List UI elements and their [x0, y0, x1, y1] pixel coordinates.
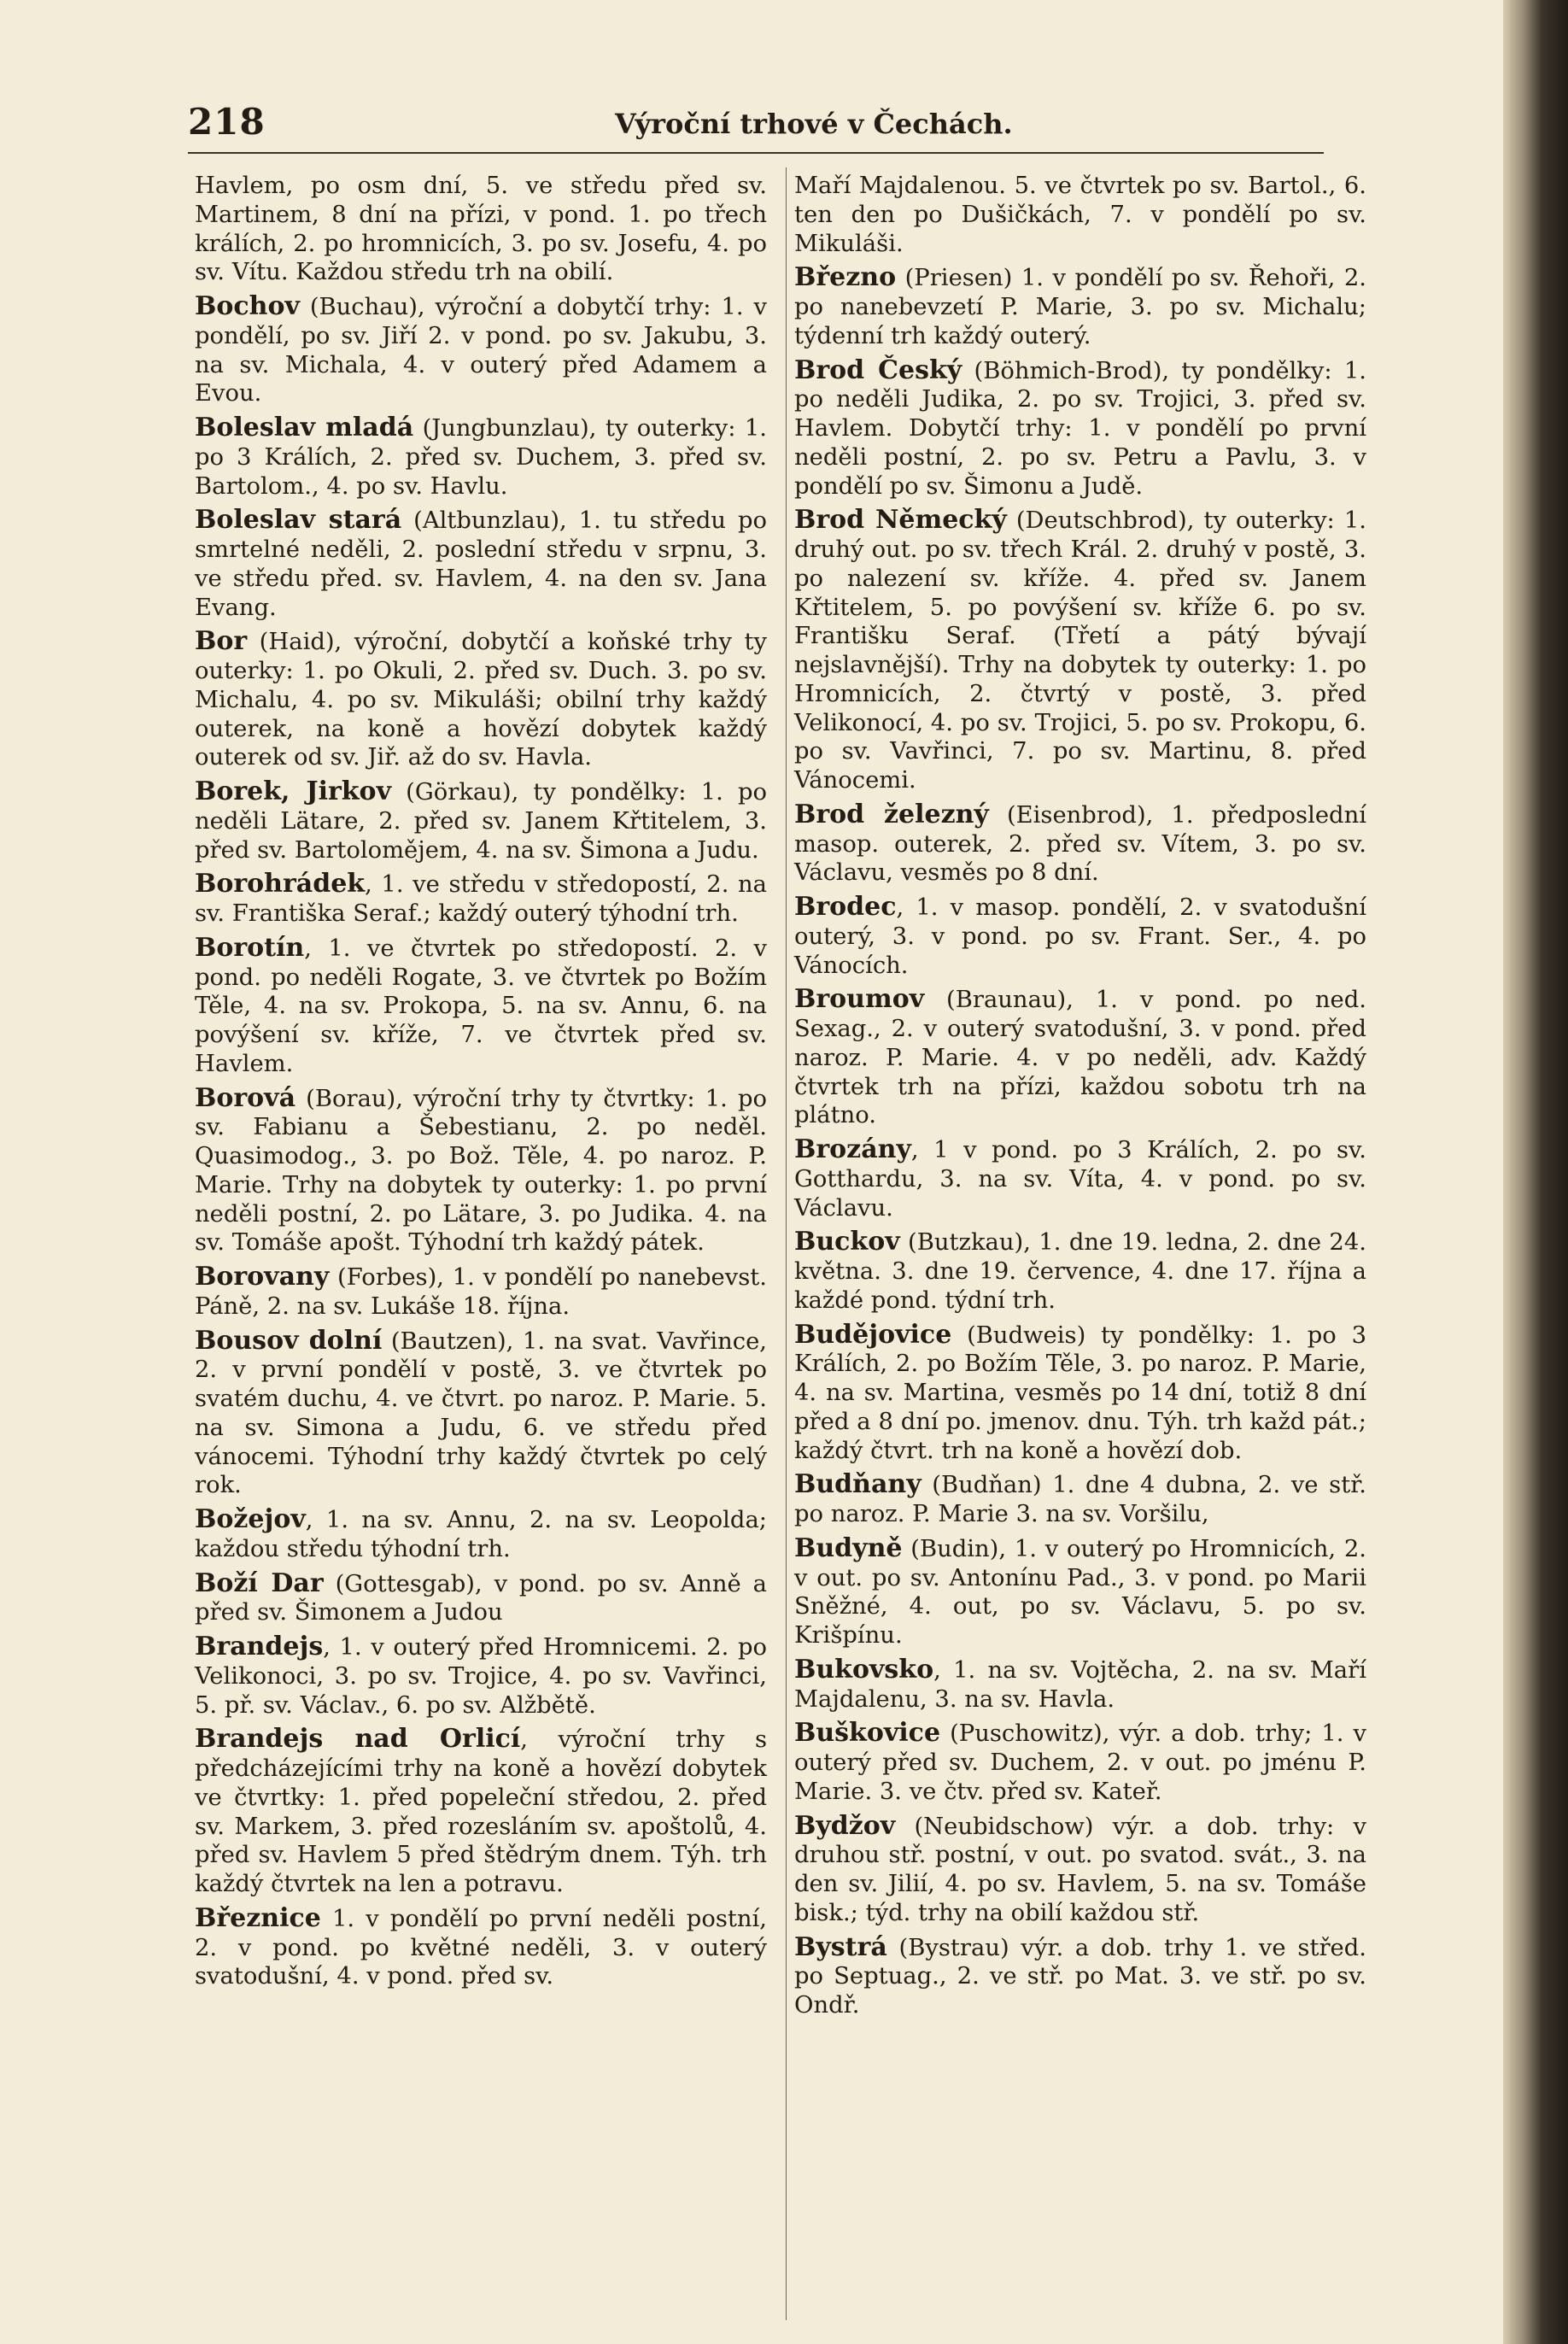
- entry-text: , 1 v pond. po 3 Králích, 2. po sv. Gotthardu, 3. na sv. Víta, 4. v pond. po sv. Václavu.: [794, 1137, 1366, 1222]
- entry-text: (Altbunzlau), 1. tu středu po smrtelné neděli, 2. poslední středu v srpnu, 3. ve středu před. sv. Havlem, 4. na den sv. Jana Evang.: [195, 507, 767, 621]
- entry-text: (Eisenbrod), 1. předposlední masop. outerek, 2. před sv. Vítem, 3. po sv. Václavu, vesměs po 8 dní.: [794, 801, 1366, 887]
- entry: [195, 413, 767, 501]
- entry: [195, 777, 767, 864]
- entry-text: (Görkau), ty pondělky: 1. po neděli Lätare, 2. před sv. Janem Křtitelem, 3. před sv. Bartolomějem, 4. na sv. Šimona a Judu.: [195, 779, 767, 864]
- entry-headword: Budyně: [794, 1532, 903, 1563]
- entry-text: (Gottesgab), v pond. po sv. Anně a před sv. Šimonem a Judou: [195, 1570, 767, 1626]
- entry: [794, 263, 1366, 350]
- entry-headword: Buškovice: [794, 1718, 941, 1749]
- entry-text: (Bautzen), 1. na svat. Vavřince, 2. v první pondělí v postě, 3. ve čtvrtek po svatém duchu, 4. ve čtvrt. po naroz. P. Marie. 5. na sv. Simona a Judu, 6. ve středu před vánocemi. Týhodní trhy každý čtvrtek po celý rok.: [195, 1327, 768, 1499]
- entry-text: , výroční trhy s předcházejícími trhy na koně a hovězí dobytek ve čtvrtky: 1. před popeleční středou, 2. před sv. Markem, 3. před rozesláním sv. apoštolů, 4. před sv. Havlem 5 před štědrým dnem. Týh. trh každý čtvrtek na len a potravu.: [195, 1726, 768, 1897]
- entry-text: , 1. ve čtvrtek po středopostí. 2. v pond. po neděli Rogate, 3. ve čtvrtek po Božím Těle, 4. na sv. Prokopa, 5. na sv. Annu, 6. na povýšení sv. kříže, 7. ve čtvrtek před sv. Havlem.: [195, 935, 767, 1077]
- entry-headword: Bochov: [195, 291, 300, 321]
- entry: [794, 1470, 1366, 1529]
- entry-text: (Budweis) ty pondělky: 1. po 3 Králích, 2. po Božím Těle, 3. po naroz. P. Marie, 4. na sv. Martina, vesměs po 14 dní, totiž 8 dní před a 8 dní po. jmenov. dnu. Týh. trh každ pát.; každý čtvrt. trh na koně a hovězí dob.: [794, 1321, 1366, 1464]
- entry-headword: Brod Český: [794, 355, 962, 385]
- entry-headword: Buckov: [794, 1227, 900, 1257]
- entry: [794, 985, 1366, 1130]
- page-number: 218: [188, 101, 266, 143]
- entry-headword: Bystrá: [794, 1931, 887, 1962]
- entry-text: (Budin), 1. v outerý po Hromnicích, 2. v out. po sv. Antonínu Pad., 3. v pond. po Marii Sněžné, 4. out, po sv. Václavu, 5. po sv. Krišpínu.: [794, 1535, 1366, 1649]
- entry-headword: Borek, Jirkov: [195, 776, 392, 806]
- entry: [794, 171, 1366, 258]
- entry-headword: Brandejs: [195, 1632, 324, 1661]
- entry-text: (Bystrau) výr. a dob. trhy 1. ve střed. po Septuag., 2. ve stř. po Mat. 3. ve stř. po sv. Ondř.: [794, 1934, 1366, 2019]
- header-rule: [188, 152, 1324, 154]
- entry: [195, 1632, 767, 1720]
- entry-headword: Březnice: [195, 1902, 321, 1933]
- entry-headword: Božejov: [195, 1504, 306, 1534]
- entry: [794, 1812, 1366, 1928]
- entry-headword: Budějovice: [794, 1319, 952, 1350]
- entry-headword: Borová: [195, 1082, 296, 1113]
- entry-text: (Borau), výroční trhy ty čtvrtky: 1. po sv. Fabianu a Šebestianu, 2. po neděl. Quasimodog., 3. po Bož. Těle, 4. po naroz. P. Marie. Trhy na dobytek ty outerky: 1. po první neděli postní, 2. po Lätare, 3. po Judika. 4. na sv. Tomáše apošt. Týhodní trh každý pátek.: [195, 1085, 767, 1257]
- entry-headword: Brandejs nad Orlicí: [195, 1724, 521, 1755]
- entry: [195, 171, 767, 287]
- entry-headword: Bydžov: [794, 1810, 896, 1841]
- entry-text: (Deutschbrod), ty outerky: 1. druhý out. po sv. třech Král. 2. druhý v postě, 3. po nalezení sv. kříže. 4. před sv. Janem Křtitelem, 5. po povýšení sv. kříže 6. po sv. Františku Seraf. (Třetí a pátý bývají nejslavnější). Trhy na dobytek ty outerky: 1. po Hromnicích, 2. čtvrtý v postě, 3. před Velikonocí, 4. po sv. Trojici, 5. po sv. Prokopu, 6. po sv. Vavřinci, 7. po sv. Martinu, 8. před Vánocemi.: [794, 507, 1366, 794]
- entry: [794, 1534, 1366, 1650]
- entry-headword: Broumov: [794, 984, 925, 1015]
- entry-text: (Puschowitz), výr. a dob. trhy; 1. v outerý před sv. Duchem, 2. v out. po jménu P. Marie. 3. ve čtv. před sv. Kateř.: [794, 1720, 1366, 1805]
- entry: [195, 1569, 767, 1628]
- entry-text: (Butzkau), 1. dne 19. ledna, 2. dne 24. května. 3. dne 19. července, 4. dne 17. října a každé pond. týdní trh.: [794, 1229, 1366, 1314]
- entry: [195, 1327, 767, 1501]
- entry: [794, 1933, 1366, 2020]
- entry: [195, 1505, 767, 1564]
- entry: [794, 800, 1366, 888]
- entry-text: (Priesen) 1. v pondělí po sv. Řehoři, 2. po nanebevzetí P. Marie, 3. po sv. Michalu; týdenní trh každý outerý.: [794, 265, 1366, 349]
- entry-text: (Budňan) 1. dne 4 dubna, 2. ve stř. po naroz. P. Marie 3. na sv. Voršilu,: [794, 1472, 1366, 1527]
- entry: [195, 506, 767, 622]
- entry-headword: Bousov dolní: [195, 1325, 383, 1356]
- entry: [195, 1725, 767, 1899]
- entry-text: (Jungbunzlau), ty outerky: 1. po 3 Králích, 2. před sv. Duchem, 3. před sv. Bartolom., 4. po sv. Havlu.: [195, 415, 767, 500]
- entry-text: 1. v pondělí po první neděli postní, 2. v pond. po květné neděli, 3. v outerý svatodušní, 4. v pond. před sv.: [195, 1905, 767, 1990]
- right-column: [794, 171, 1366, 2025]
- entry-text: (Braunau), 1. v pond. po ned. Sexag., 2. v outerý svatodušní, 3. v pond. před naroz. P. Marie. 4. v po neděli, adv. Každý čtvrtek trh na přízi, každou sobotu trh na plátno.: [794, 987, 1366, 1129]
- entry: [794, 506, 1366, 795]
- running-title: Výroční trhové v Čechách.: [615, 108, 1013, 140]
- entry: [195, 1084, 767, 1258]
- entry-headword: Bor: [195, 626, 248, 657]
- entry-headword: Brod železný: [794, 799, 989, 829]
- entry: [794, 1228, 1366, 1315]
- entry-headword: Boleslav mladá: [195, 413, 414, 442]
- entry-text: (Forbes), 1. v pondělí po nanebevst. Páně, 2. na sv. Lukáše 18. října.: [195, 1264, 767, 1320]
- entry: [794, 1655, 1366, 1714]
- entry-text: (Haid), výroční, dobytčí a koňské trhy ty outerky: 1. po Okuli, 2. před sv. Duch. 3. po sv. Michalu, 4. po sv. Mikuláši; obilní trhy každý outerek, na koně a hovězí dobytek každý outerek od sv. Jiř. až do sv. Havla.: [195, 629, 767, 771]
- entry: [195, 292, 767, 408]
- entry-text: (Buchau), výroční a dobytčí trhy: 1. v pondělí, po sv. Jiří 2. v pond. po sv. Jakubu, 3. na sv. Michala, 4. v outerý před Adamem a Evou.: [195, 294, 767, 407]
- entry: [195, 934, 767, 1079]
- entry-text: Maří Majdalenou. 5. ve čtvrtek po sv. Bartol., 6. ten den po Dušičkách, 7. v pondělí po sv. Mikuláši.: [794, 173, 1366, 257]
- entry-text: Havlem, po osm dní, 5. ve středu před sv. Martinem, 8 dní na přízi, v pond. 1. po třech králích, 2. po hromnicích, 3. po sv. Josefu, 4. po sv. Vítu. Každou středu trh na obilí.: [195, 173, 767, 286]
- entry-headword: Boleslav stará: [195, 505, 402, 536]
- entry-headword: Brozány: [794, 1134, 911, 1164]
- entry: [794, 356, 1366, 501]
- entry: [794, 1135, 1366, 1222]
- entry: [195, 1904, 767, 1991]
- entry-text: , 1. v outerý před Hromnicemi. 2. po Velikonoci, 3. po sv. Trojice, 4. po sv. Vavřinci, 5. př. sv. Václav., 6. po sv. Alžbětě.: [195, 1634, 767, 1719]
- entry-text: , 1. na sv. Vojtěcha, 2. na sv. Maří Majdalenu, 3. na sv. Havla.: [794, 1656, 1366, 1713]
- entry-headword: Bukovsko: [794, 1654, 934, 1685]
- entry: [794, 1719, 1366, 1806]
- entry-text: , 1. v masop. pondělí, 2. v svatodušní outerý, 3. v pond. po sv. Frant. Ser., 4. po Vánocích.: [794, 894, 1366, 979]
- page-header: [188, 101, 1324, 152]
- entry-headword: Brod Německý: [794, 505, 1007, 536]
- entry-headword: Borovany: [195, 1262, 330, 1292]
- entry-headword: Budňany: [794, 1469, 921, 1500]
- entry-headword: Březno: [794, 262, 897, 293]
- column-divider: [786, 167, 787, 2320]
- left-column: [195, 171, 767, 1996]
- entry: [195, 627, 767, 772]
- entry-text: (Neubidschow) výr. a dob. trhy: v druhou stř. postní, v out. po svatod. svát., 3. na den sv. Jilií, 4. po sv. Havlem, 5. na sv. Tomáše bisk.; týd. trhy na obilí každou stř.: [794, 1813, 1366, 1926]
- entry-headword: Borohrádek: [195, 869, 366, 900]
- book-binding-edge: [1503, 0, 1568, 2344]
- entry-text: , 1. na sv. Annu, 2. na sv. Leopolda; každou středu týhodní trh.: [195, 1507, 767, 1562]
- entry-headword: Brodec: [794, 892, 897, 922]
- entry-headword: Boží Dar: [195, 1568, 324, 1598]
- entry-text: , 1. ve středu v středopostí, 2. na sv. Františka Seraf.; každý outerý týhodní trh.: [195, 871, 767, 927]
- entry-headword: Borotín: [195, 932, 305, 963]
- entry-text: (Böhmich-Brod), ty pondělky: 1. po neděli Judika, 2. po sv. Trojici, 3. před sv. Havlem. Dobytčí trhy: 1. v pondělí po první neděli postní, 2. po sv. Petru a Pavlu, 3. v pondělí po sv. Šimonu a Judě.: [794, 357, 1367, 500]
- entry: [195, 1263, 767, 1321]
- entry: [794, 1321, 1366, 1466]
- entry: [794, 893, 1366, 980]
- entry: [195, 870, 767, 929]
